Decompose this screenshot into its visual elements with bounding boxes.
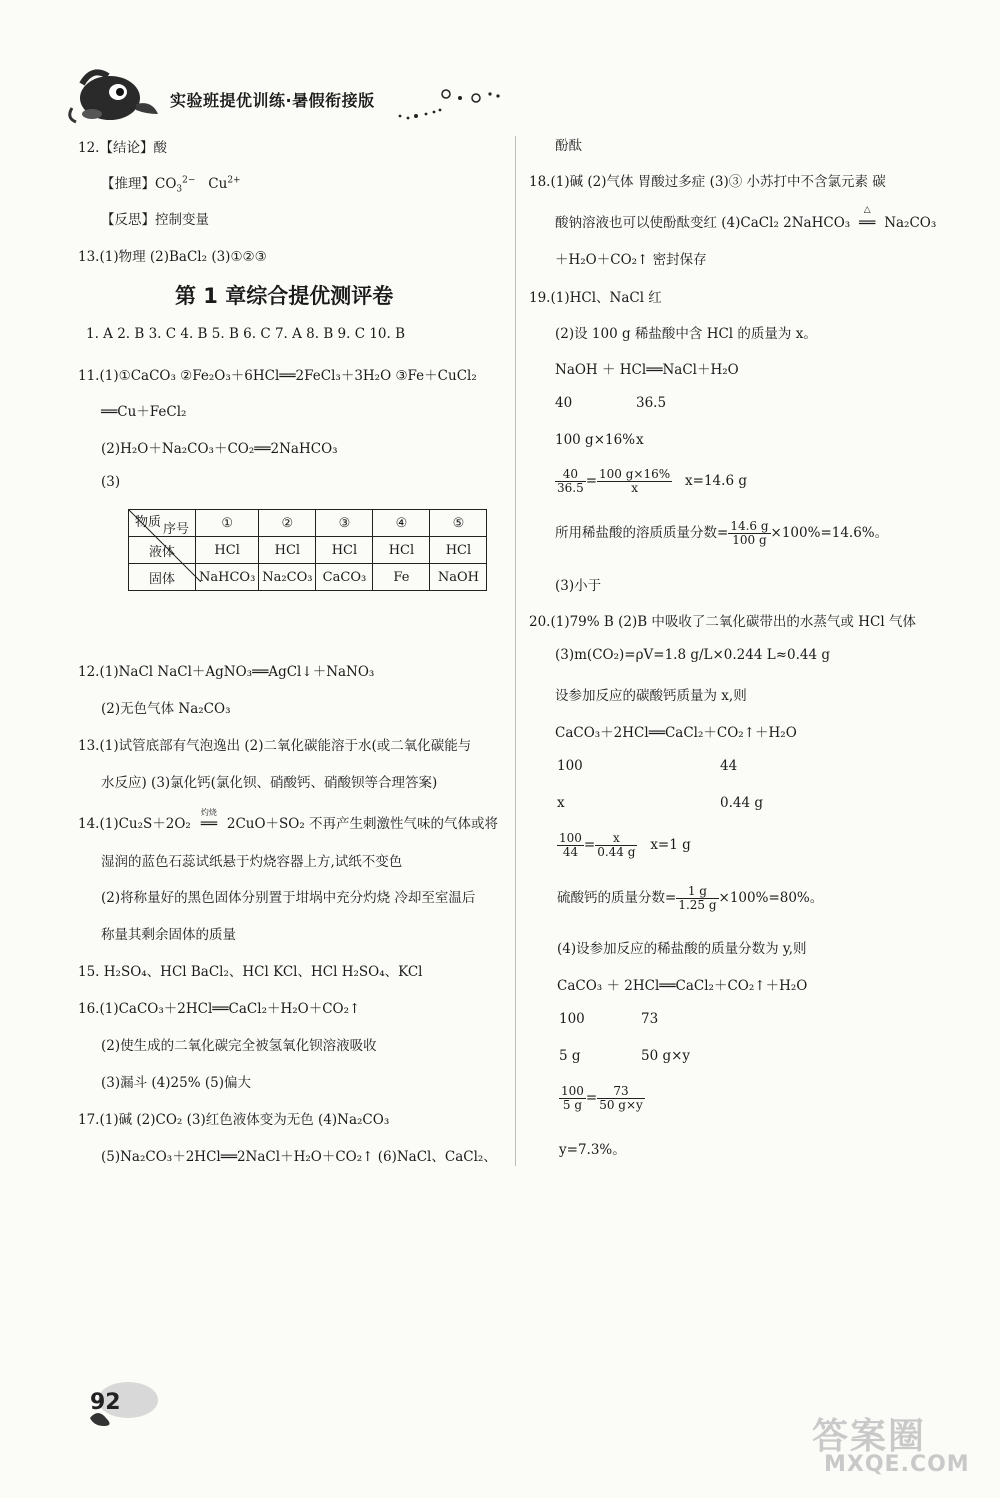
table-row xyxy=(129,510,487,537)
answer-19-molar-1: 40 xyxy=(555,395,573,411)
table-row-label: 固体 xyxy=(129,564,196,591)
answer-11-3: (3) xyxy=(101,474,121,490)
answer-19-given-2: x xyxy=(636,432,644,448)
answer-11-1: 11.(1)①CaCO₃ ②Fe₂O₃＋6HCl══2FeCl₃＋3H₂O ③Fe＋CuCl₂ xyxy=(78,368,477,384)
table-cell: HCl xyxy=(316,537,373,564)
answer-12-1: 12.(1)NaCl NaCl＋AgNO₃══AgCl↓＋NaNO₃ xyxy=(78,664,375,680)
answer-17-2: (5)Na₂CO₃＋2HCl══2NaCl＋H₂O＋CO₂↑ (6)NaCl、CaCl₂、 xyxy=(101,1149,497,1165)
answers-1-10: 1. A 2. B 3. C 4. B 5. B 6. C 7. A 8. B 9. C 10. B xyxy=(86,326,406,342)
table-cell: HCl xyxy=(373,537,430,564)
answer-18-1: 18.(1)碱 (2)气体 胃酸过多症 (3)③ 小苏打中不含氯元素 碳 xyxy=(529,174,886,190)
answer-14-4: 称量其剩余固体的质量 xyxy=(101,927,236,943)
table-header: ⑤ xyxy=(430,510,487,537)
table-header: ③ xyxy=(316,510,373,537)
answer-12-inference: 【推理】$CO_3^{2-}$ $Cu^{2+}$ xyxy=(101,175,241,195)
table-row-label: 液体 xyxy=(129,537,196,564)
page-number: 92 xyxy=(90,1390,121,1415)
answer-19-1: 19.(1)HCl、NaCl 红 xyxy=(529,290,662,306)
answer-12-2: (2)无色气体 Na₂CO₃ xyxy=(101,701,231,717)
answer-19-given-1: 100 g×16% xyxy=(555,432,636,448)
answer-15: 15. H₂SO₄、HCl BaCl₂、HCl KCl、HCl H₂SO₄、KCl xyxy=(78,964,423,980)
answer-14-2: 湿润的蓝色石蕊试纸悬于灼烧容器上方,试纸不变色 xyxy=(101,854,403,870)
header-title: 实验班提优训练·暑假衔接版 xyxy=(170,91,375,110)
answer-11-1-cont: ══Cu＋FeCl₂ xyxy=(101,404,187,420)
corner-bottom-label: 物质 xyxy=(135,515,162,530)
answer-16-3: (3)漏斗 (4)25% (5)偏大 xyxy=(101,1075,251,1091)
table-cell: Na₂CO₃ xyxy=(259,564,316,591)
answer-18-3: ＋H₂O＋CO₂↑ 密封保存 xyxy=(555,252,707,268)
answer-20-percentage: 硫酸钙的质量分数= $\frac{1 g}{1.25 g}$ ×100%=80%。 xyxy=(557,884,824,912)
answer-17-1: 17.(1)碱 (2)CO₂ (3)红色液体变为无色 (4)Na₂CO₃ xyxy=(78,1112,390,1128)
answer-20-equation-2: CaCO₃ ＋ 2HCl══CaCl₂＋CO₂↑＋H₂O xyxy=(557,978,808,994)
answer-20-molar-4: 73 xyxy=(641,1011,659,1027)
table-header: ② xyxy=(259,510,316,537)
table-header: ④ xyxy=(373,510,430,537)
answer-20-4: (4)设参加反应的稀盐酸的质量分数为 y,则 xyxy=(557,941,807,957)
column-divider xyxy=(515,136,516,1166)
answer-20-molar-1: 100 xyxy=(557,758,583,774)
table-cell: CaCO₃ xyxy=(316,564,373,591)
chapter-title: 第 1 章综合提优测评卷 xyxy=(175,284,394,308)
answer-12-conclusion: 12.【结论】酸 xyxy=(78,140,167,156)
answer-19-molar-2: 36.5 xyxy=(636,395,667,411)
answer-12-reflection: 【反思】控制变量 xyxy=(101,212,209,228)
watermark-url: MXQE.COM xyxy=(824,1452,970,1477)
table-cell: NaHCO₃ xyxy=(196,564,259,591)
answer-13-2: 水反应) (3)氯化钙(氯化钡、硝酸钙、硝酸钡等合理答案) xyxy=(101,775,438,791)
answer-20-molar-3: 100 xyxy=(559,1011,585,1027)
answer-20-3: 设参加反应的碳酸钙质量为 x,则 xyxy=(555,688,747,704)
answer-19-proportion: $\frac{40}{36.5}$ = $\frac{100 g\times 16\%}{x}$ x=14.6 g xyxy=(557,467,747,495)
answer-20-1: 20.(1)79% B (2)B 中吸收了二氧化碳带出的水蒸气或 HCl 气体 xyxy=(529,614,916,630)
answer-20-molar-2: 44 xyxy=(720,758,738,774)
answer-20-proportion: $\frac{100}{44}$ = $\frac{x}{0.44 g}$ x=1 g xyxy=(559,831,691,859)
answer-13-1: 13.(1)试管底部有气泡逸出 (2)二氧化碳能溶于水(或二氧化碳能与 xyxy=(78,738,472,754)
answer-20-given-2: 0.44 g xyxy=(720,795,763,811)
answer-20-given-4: 50 g×y xyxy=(641,1048,691,1064)
corner-top-label: 序号 xyxy=(162,522,189,537)
answer-19-percentage: 所用稀盐酸的溶质质量分数= $\frac{14.6 g}{100 g}$ ×100%=14.6%。 xyxy=(555,519,889,547)
table-corner-cell xyxy=(129,510,196,537)
mascot-logo-icon xyxy=(62,64,162,126)
answer-16-1: 16.(1)CaCO₃＋2HCl══CaCl₂＋H₂O＋CO₂↑ xyxy=(78,1001,361,1017)
answer-11-table xyxy=(128,509,487,591)
answer-19-2: (2)设 100 g 稀盐酸中含 HCl 的质量为 x。 xyxy=(555,326,817,342)
table-cell: HCl xyxy=(430,537,487,564)
table-header: ① xyxy=(196,510,259,537)
answer-19-3: (3)小于 xyxy=(555,578,602,594)
answer-14-1: 14.(1)Cu₂S＋2O₂ 灼烧 ══ 2CuO＋SO₂ 不再产生刺激性气味的气体或将 xyxy=(78,808,499,832)
watermark-logo: 答案圈 xyxy=(812,1416,927,1457)
answer-20-given-3: 5 g xyxy=(559,1048,581,1064)
table-cell: HCl xyxy=(259,537,316,564)
answer-20-2: (3)m(CO₂)=ρV=1.8 g/L×0.244 L≈0.44 g xyxy=(555,647,831,663)
answer-11-2: (2)H₂O＋Na₂CO₃＋CO₂══2NaHCO₃ xyxy=(101,441,338,457)
answer-18-2: 酸钠溶液也可以使酚酞变红 (4)CaCl₂ 2NaHCO₃ △ ══ Na₂CO₃ xyxy=(555,205,937,231)
answer-13: 13.(1)物理 (2)BaCl₂ (3)①②③ xyxy=(78,249,267,265)
answer-17-cont: 酚酞 xyxy=(555,138,582,154)
answer-20-proportion-2: $\frac{100}{5 g}$ = $\frac{73}{50 g\times y}$ xyxy=(561,1084,643,1112)
answer-20-equation: CaCO₃＋2HCl══CaCl₂＋CO₂↑＋H₂O xyxy=(555,725,797,741)
decorative-dots-icon xyxy=(380,86,520,126)
table-cell: Fe xyxy=(373,564,430,591)
table-cell: NaOH xyxy=(430,564,487,591)
answer-20-final: y=7.3%。 xyxy=(559,1142,626,1158)
answer-16-2: (2)使生成的二氧化碳完全被氢氧化钡溶液吸收 xyxy=(101,1038,377,1054)
answer-14-3: (2)将称量好的黑色固体分别置于坩埚中充分灼烧 冷却至室温后 xyxy=(101,890,476,906)
answer-19-equation: NaOH ＋ HCl══NaCl＋H₂O xyxy=(555,362,739,378)
answer-20-given-1: x xyxy=(557,795,565,811)
table-cell: HCl xyxy=(196,537,259,564)
